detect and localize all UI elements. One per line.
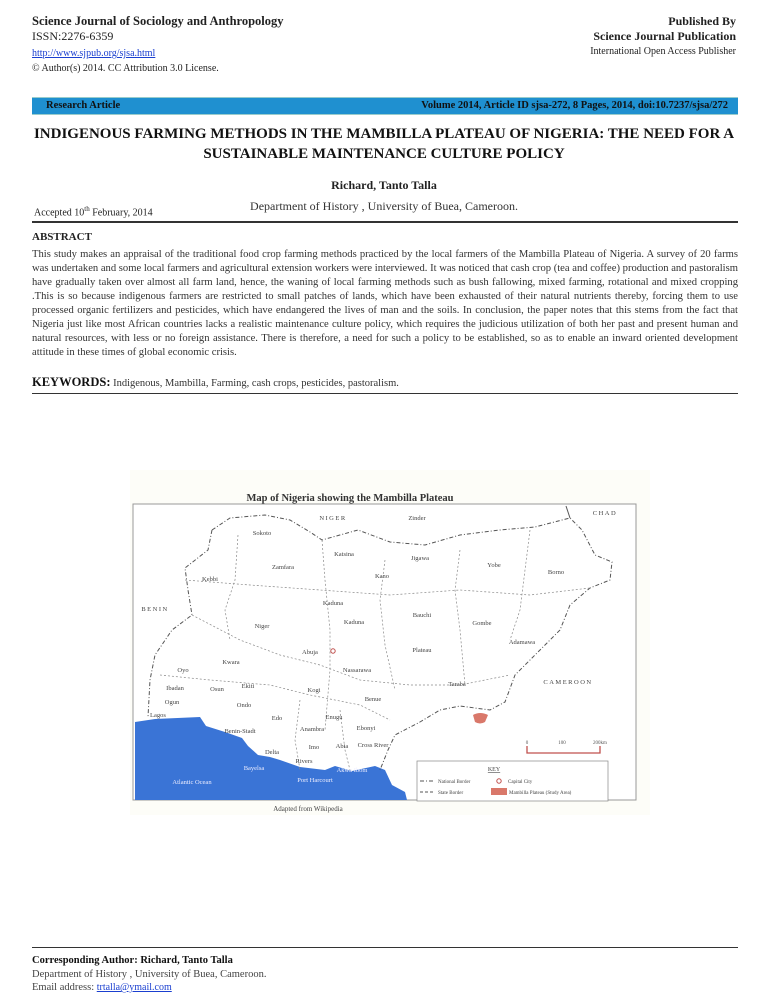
- issn: ISSN:2276-6359: [32, 29, 114, 43]
- map-key: [417, 761, 608, 801]
- place-label: Taraba: [448, 681, 466, 688]
- country-label: NIGER: [319, 515, 347, 522]
- divider: [32, 393, 738, 394]
- published-by: Published By: [668, 14, 736, 28]
- place-label: Ebonyi: [356, 725, 376, 732]
- place-label: Yobe: [487, 562, 501, 569]
- svg-text:State Border: State Border: [438, 791, 464, 796]
- footer-department: Department of History , University of Buea, Cameroon.: [32, 968, 267, 980]
- abstract-text: This study makes an appraisal of the traditional food crop farming methods practiced by the local farmers of the Mambilla Plateau of Nigeria. A survey of 20 farms was undertaken and some local farmers and agricultural extension workers were interviewed. It was noticed that cash crop (tea and coffee) production and pastoralism have gradually taken over almost all farm land, hence, the waning of local farming methods such as bush fallowing, mixed farming, rotational and mixed cropping .This is so because indigenous farmers are restricted to small patches of lands, which have been exhausted of their natural nutrients thereby, forcing them to use processed organic fertilizers and pesticides, which have endangered the lives of man and the soils. In conclusion, the paper notes that this stems from the fact that Nigeria just like most African countries lacks a realistic maintenance culture policy, which requires the judicious utilization of both her past and present human and natural resources, with less or no foreign assistance. There is therefore, a need for such a policy to be established, so as to enable an inward oriented development attitude in these times of global economic crisis.: [32, 249, 738, 358]
- place-label: Cross River: [357, 742, 389, 749]
- publisher-header: [590, 14, 736, 59]
- abstract-heading: ABSTRACT: [32, 231, 92, 243]
- place-label: Atlantic Ocean: [172, 779, 212, 786]
- figure-caption: Adapted from Wikipedia: [273, 805, 343, 813]
- place-label: Oyo: [177, 667, 189, 674]
- license: © Author(s) 2014. CC Attribution 3.0 License.: [32, 63, 219, 74]
- place-label: Gombe: [472, 620, 492, 627]
- nigeria-map-figure: [130, 470, 650, 815]
- svg-text:200km: 200km: [593, 741, 607, 746]
- svg-text:100: 100: [558, 741, 566, 746]
- keywords: KEYWORDS: Indigenous, Mambilla, Farming, cash crops, pesticides, pastoralism.: [32, 375, 399, 389]
- place-label: Kaduna: [343, 619, 365, 626]
- article-info-bar: [32, 97, 738, 115]
- place-label: Enugu: [325, 714, 343, 721]
- place-label: Adamawa: [508, 639, 536, 646]
- place-label: Benue: [364, 696, 382, 703]
- country-label: CHAD: [592, 510, 618, 517]
- place-label: Kebbi: [202, 576, 218, 583]
- footer-divider: [32, 947, 738, 948]
- svg-text:0: 0: [525, 741, 529, 746]
- place-label: Niger: [254, 623, 270, 630]
- svg-text:KEY: KEY: [487, 767, 501, 773]
- place-label: Anambra: [299, 726, 325, 733]
- author: Richard, Tanto Talla: [331, 178, 437, 192]
- place-label: Bauchi: [412, 612, 432, 619]
- paper-title: INDIGENOUS FARMING METHODS IN THE MAMBILLA PLATEAU OF NIGERIA: THE NEED FOR A SUSTAINABLE MAINTENANCE CULTURE POLICY: [33, 126, 735, 162]
- place-label: Akwa Ibom: [336, 767, 368, 774]
- place-label: Nassarawa: [342, 667, 372, 674]
- place-label: Kogi: [307, 687, 321, 694]
- department: Department of History , University of Buea, Cameroon.: [250, 199, 518, 213]
- journal-header: [32, 14, 284, 76]
- place-label: Ondo: [236, 702, 252, 709]
- place-label: Osun: [210, 686, 224, 693]
- accepted-date: Accepted 10th February, 2014: [34, 205, 153, 219]
- place-label: Port Harcourt: [297, 777, 333, 784]
- journal-name: Science Journal of Sociology and Anthropology: [32, 14, 284, 28]
- country-label: CAMEROON: [543, 679, 593, 686]
- place-label: Rivers: [295, 758, 313, 765]
- place-label: Zamfara: [271, 564, 295, 571]
- place-label: Sokoto: [252, 530, 272, 537]
- place-label: Borno: [547, 569, 565, 576]
- place-label: Abuja: [302, 649, 318, 656]
- place-label: Lagos: [150, 712, 166, 719]
- article-type: Research Article: [46, 100, 121, 111]
- place-label: Edo: [271, 715, 283, 722]
- place-label: Ibadan: [166, 685, 184, 692]
- map-title: Map of Nigeria showing the Mambilla Plateau: [246, 493, 454, 504]
- place-label: Bayelsa: [243, 765, 265, 772]
- email-link[interactable]: trtalla@ymail.com: [96, 982, 172, 993]
- study-area-swatch: [491, 788, 507, 795]
- place-label: Ekiti: [241, 683, 255, 690]
- svg-text:National Border: National Border: [438, 780, 471, 785]
- place-label: Abia: [335, 743, 349, 750]
- place-label: Imo: [308, 744, 320, 751]
- place-label: Kano: [374, 573, 390, 580]
- place-label: Delta: [264, 749, 280, 756]
- place-label: Jigawa: [410, 555, 430, 562]
- article-info: Volume 2014, Article ID sjsa-272, 8 Pages, 2014, doi:10.7237/sjsa/272: [421, 100, 728, 111]
- publisher-name: Science Journal Publication: [593, 29, 736, 43]
- place-label: Plateau: [412, 647, 432, 654]
- publisher-sub: International Open Access Publisher: [590, 46, 736, 57]
- place-label: Benin-Stadt: [224, 728, 256, 735]
- country-label: BENIN: [141, 606, 169, 613]
- corresponding-author: Corresponding Author: Richard, Tanto Talla: [32, 955, 233, 966]
- footer: Corresponding Author: Richard, Tanto Talla Department of History , University of Buea, Cameroon. Email address: trtalla@ymail.com: [32, 955, 267, 993]
- place-label: Kaduna: [322, 600, 344, 607]
- place-label: Kwara: [222, 659, 240, 666]
- svg-text:Capital City: Capital City: [508, 780, 533, 785]
- svg-text:Mambilla Plateau (Study Area): Mambilla Plateau (Study Area): [509, 791, 572, 796]
- divider: [32, 221, 738, 223]
- journal-url-link[interactable]: http://www.sjpub.org/sjsa.html: [32, 48, 156, 59]
- place-label: Katsina: [334, 551, 354, 558]
- place-label: Ogun: [164, 699, 180, 706]
- place-label: Zinder: [408, 515, 426, 522]
